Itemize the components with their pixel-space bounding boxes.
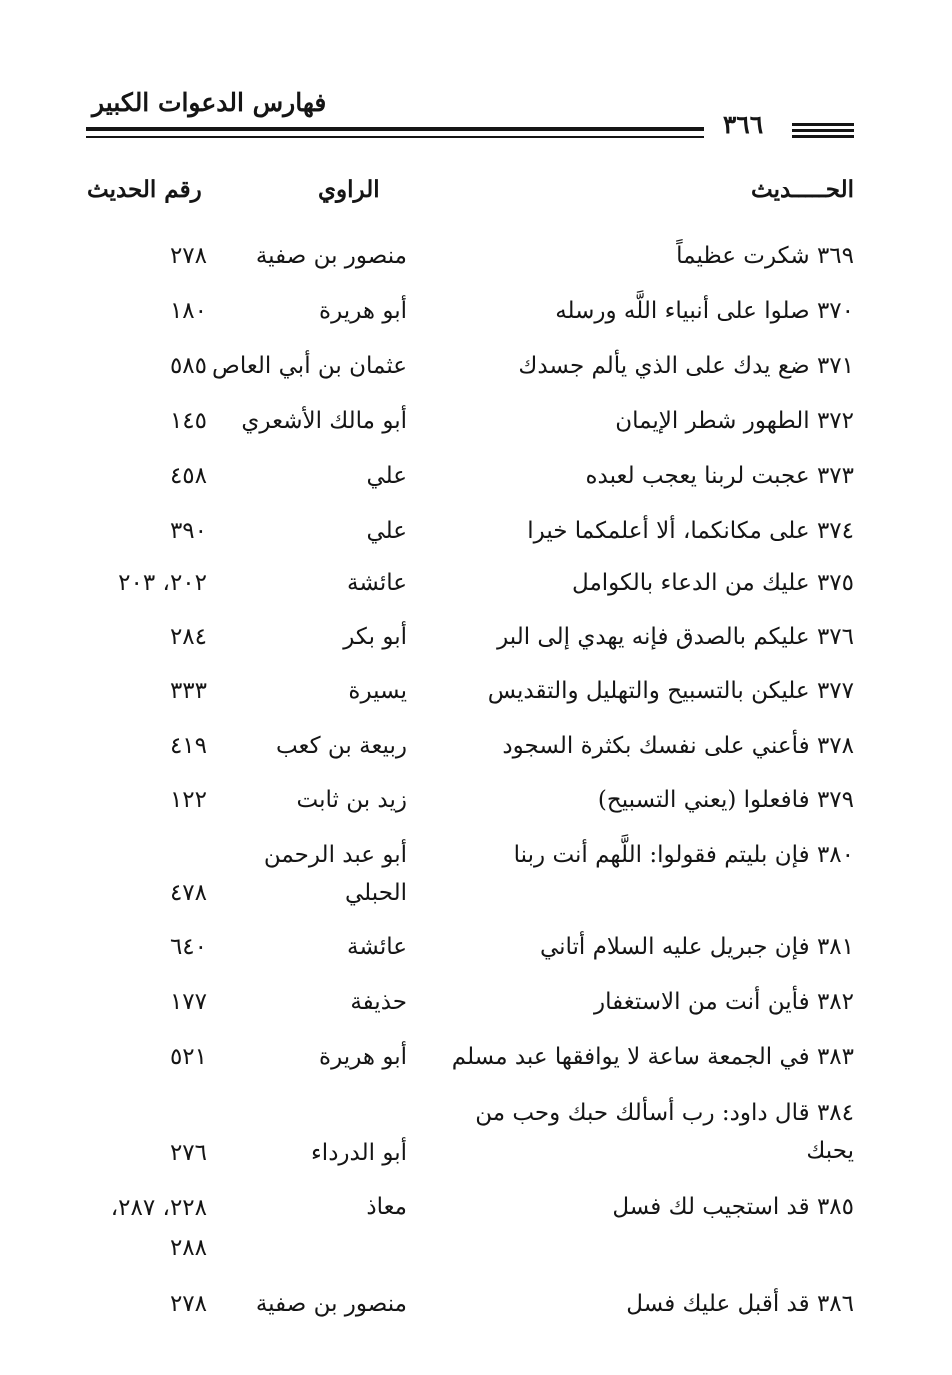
entry-narrator: ربيعة بن كعب xyxy=(275,733,407,759)
entry-narrator: علي xyxy=(366,518,407,544)
entry-narrator: أبو الدرداء xyxy=(310,1140,407,1166)
entry-narrator: أبو هريرة xyxy=(319,1044,407,1070)
entry-hadith-text: ٣٧٠ صلوا على أنبياء اللَّه ورسله xyxy=(555,298,854,324)
entry-narrator: أبو مالك الأشعري xyxy=(241,408,407,434)
entry-hadith-text: ٣٧٢ الطهور شطر الإيمان xyxy=(615,408,854,434)
entry-ref-number: ٣٣٣ xyxy=(169,678,207,704)
page-number: ٣٦٦ xyxy=(722,110,764,139)
entry-hadith-text: ٣٨٤ قال داود: رب أسألك حبك وحب من يحبك xyxy=(475,1100,854,1164)
column-header-narrator: الراوي xyxy=(318,176,380,203)
entry-ref-number: ٤٥٨ xyxy=(169,463,207,489)
entry-narrator: عائشة xyxy=(347,934,407,960)
entry-hadith-text: ٣٨٥ قد استجيب لك فسل xyxy=(612,1194,854,1220)
entry-hadith-text: ٣٧٤ على مكانكما، ألا أعلمكما خيرا xyxy=(527,518,854,544)
entry-hadith-text: ٣٨٢ فأين أنت من الاستغفار xyxy=(594,989,854,1015)
entry-hadith-text: ٣٨٦ قد أقبل عليك فسل xyxy=(626,1291,854,1317)
entry-ref-number: ٣٩٠ xyxy=(169,518,207,544)
entry-hadith-text: ٣٨٠ فإن بليتم فقولوا: اللَّهم أنت ربنا xyxy=(513,842,854,868)
entry-ref-number: ١٤٥ xyxy=(169,408,207,434)
entry-narrator: عائشة xyxy=(347,570,407,596)
column-header-hadith: الحـــــديث xyxy=(751,176,854,203)
entry-ref-number: ١٨٠ xyxy=(169,298,207,324)
entry-hadith-text: ٣٧١ ضع يدك على الذي يألم جسدك xyxy=(518,353,854,379)
entry-narrator: عثمان بن أبي العاص xyxy=(212,353,407,379)
entry-hadith-text: ٣٦٩ شكرت عظيماً xyxy=(676,243,854,269)
entry-narrator: منصور بن صفية xyxy=(255,1291,407,1317)
entry-ref-number: ٢٢٨، ٢٨٧، ٢٨٨ xyxy=(110,1195,207,1261)
entry-narrator: أبو هريرة xyxy=(319,298,407,324)
entry-ref-number: ١٢٢ xyxy=(169,787,207,813)
entry-hadith-text: ٣٨٣ في الجمعة ساعة لا يوافقها عبد مسلم xyxy=(451,1044,854,1070)
entry-narrator: يسيرة xyxy=(348,678,407,704)
entry-hadith-text: ٣٧٧ عليكن بالتسبيح والتهليل والتقديس xyxy=(487,678,854,704)
entry-ref-number: ٤٧٨ xyxy=(169,880,207,906)
entry-narrator: زيد بن ثابت xyxy=(296,787,407,813)
entry-ref-number: ٢٧٦ xyxy=(169,1140,207,1166)
entry-narrator: أبو عبد الرحمن الحبلي xyxy=(263,842,407,906)
entry-hadith-text: ٣٧٦ عليكم بالصدق فإنه يهدي إلى البر xyxy=(497,624,854,650)
entry-ref-number: ٢٧٨ xyxy=(169,243,207,269)
entry-ref-number: ٢٧٨ xyxy=(169,1291,207,1317)
entry-narrator: علي xyxy=(366,463,407,489)
entry-ref-number: ٤١٩ xyxy=(169,733,207,759)
entry-ref-number: ٢٠٢، ٢٠٣ xyxy=(118,570,207,596)
entry-ref-number: ٥٨٥ xyxy=(169,353,207,379)
entry-ref-number: ٢٨٤ xyxy=(169,624,207,650)
entry-narrator: منصور بن صفية xyxy=(255,243,407,269)
entry-hadith-text: ٣٧٨ فأعني على نفسك بكثرة السجود xyxy=(502,733,854,759)
entry-ref-number: ٥٢١ xyxy=(169,1044,207,1070)
entry-hadith-text: ٣٧٣ عجبت لربنا يعجب لعبده xyxy=(585,463,854,489)
entry-narrator: أبو بكر xyxy=(343,624,407,650)
column-header-number: رقم الحديث xyxy=(87,176,202,203)
running-title: فهارس الدعوات الكبير xyxy=(92,88,327,117)
entry-ref-number: ٦٤٠ xyxy=(169,934,207,960)
entry-narrator: معاذ xyxy=(366,1194,407,1220)
entry-ref-number: ١٧٧ xyxy=(169,989,207,1015)
entry-hadith-text: ٣٨١ فإن جبريل عليه السلام أتاني xyxy=(539,934,854,960)
entry-hadith-text: ٣٧٥ عليك من الدعاء بالكوامل xyxy=(572,570,854,596)
entry-narrator: حذيفة xyxy=(350,989,407,1015)
entry-hadith-text: ٣٧٩ فافعلوا (يعني التسبيح) xyxy=(597,787,854,813)
